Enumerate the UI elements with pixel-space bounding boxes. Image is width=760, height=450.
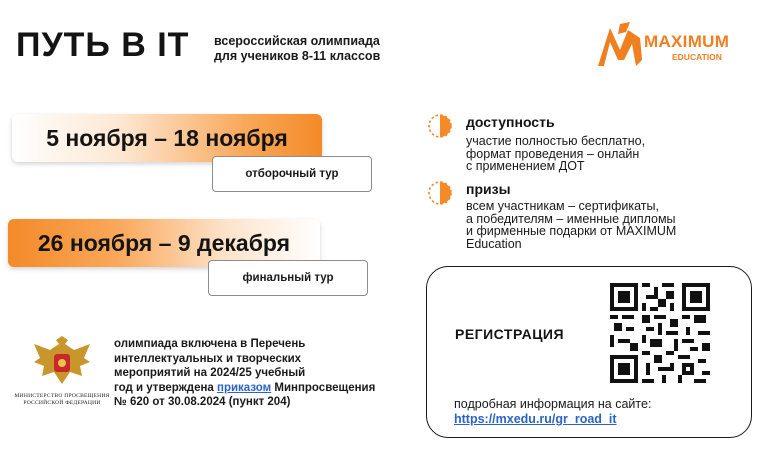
notice-text: год и утверждена bbox=[114, 381, 218, 394]
ministry-name bbox=[14, 393, 110, 407]
notice-line: олимпиада включена в Перечень bbox=[114, 338, 306, 350]
subtitle-line: для учеников 8-11 классов bbox=[214, 49, 381, 63]
notice-line: мероприятий на 2024/25 учебный bbox=[114, 367, 306, 379]
feature-title-prizes: призы bbox=[466, 181, 511, 197]
logo-subtext: EDUCATION bbox=[672, 52, 722, 62]
dotted-circle-icon bbox=[427, 113, 453, 139]
qualifying-dates-banner: 5 ноября – 18 ноября bbox=[12, 114, 322, 162]
subtitle-line: всероссийская олимпиада bbox=[214, 34, 380, 48]
logo-mark-icon bbox=[596, 20, 644, 70]
logo-wordmark: MAXIMUM bbox=[644, 32, 730, 51]
qr-code-icon[interactable] bbox=[610, 283, 710, 383]
ministry-line: РОССИЙСКОЙ ФЕДЕРАЦИИ bbox=[23, 400, 101, 406]
feature-line: Education bbox=[466, 236, 522, 251]
dotted-circle-icon bbox=[427, 180, 453, 206]
feature-text-accessibility bbox=[466, 135, 746, 173]
ministry-notice bbox=[114, 337, 424, 410]
registration-link[interactable]: https://mxedu.ru/gr_road_it bbox=[454, 412, 617, 426]
qualifying-round-label: отборочный тур bbox=[212, 156, 372, 192]
feature-line: с применением ДОТ bbox=[466, 159, 585, 173]
coat-of-arms-icon bbox=[30, 336, 94, 390]
feature-line: участие полностью бесплатно, bbox=[466, 134, 646, 148]
order-link[interactable]: приказом bbox=[217, 381, 272, 394]
notice-line: № 620 от 30.08.2024 (пункт 204) bbox=[114, 396, 291, 408]
feature-text-prizes bbox=[466, 200, 746, 250]
feature-title-accessibility: доступность bbox=[466, 114, 555, 130]
page-title: ПУТЬ В IT bbox=[16, 26, 190, 64]
notice-line bbox=[114, 381, 424, 396]
feature-line: всем участникам – сертификаты, bbox=[466, 199, 659, 213]
feature-line: а победителям – именные дипломы bbox=[466, 211, 676, 226]
page-subtitle bbox=[214, 34, 380, 64]
final-round-label: финальный тур bbox=[208, 260, 368, 296]
notice-text: Минпросвещения bbox=[271, 381, 376, 394]
registration-info-text: подробная информация на сайте: bbox=[454, 397, 652, 411]
brand-logo[interactable] bbox=[596, 20, 746, 72]
feature-line: и фирменные подарки от MAXIMUM bbox=[466, 224, 677, 238]
ministry-line: МИНИСТЕРСТВО ПРОСВЕЩЕНИЯ bbox=[14, 393, 110, 399]
final-dates-banner: 26 ноября – 9 декабря bbox=[8, 219, 320, 267]
feature-line: формат проведения – онлайн bbox=[466, 146, 640, 161]
registration-label: РЕГИСТРАЦИЯ bbox=[455, 326, 565, 342]
notice-line: интеллектуальных и творческих bbox=[114, 352, 302, 365]
